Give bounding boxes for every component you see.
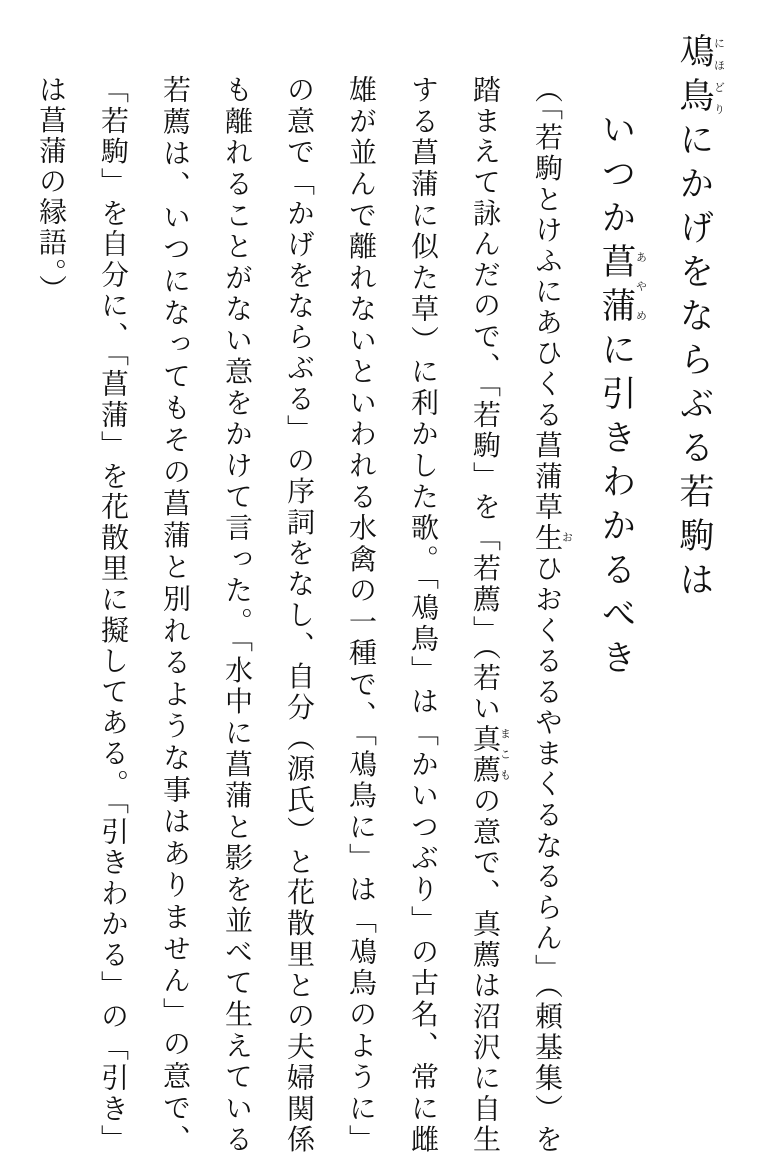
- poem-line-2: いつか菖蒲あやめに引きわかるべき: [597, 111, 647, 683]
- poem: [577, 33, 733, 1155]
- commentary-text: （「若駒とけふにあひくる菖蒲草生おひおくるるやまくるなるらん」（頼基集）を踏まえて詠んだので、「若駒」を「若薦」（若い真薦まこもの意で、真薦は沼沢に自生する菖蒲に似た草）に利かした歌。「鳰鳥」は「かいつぶり」の古名、常に雌雄が並んで離れないといわれる水禽の一種で、「鳰鳥に」は「鳰鳥のように」の意で「かげをならぶる」の序詞をなし、自分（源氏）と花散里との夫婦関係も離れることがない意をかけて言った。「水中に菖蒲と影を並べて生えている若薦は、いつになってもその菖蒲と別れるような事はありません」の意で、「若駒」を自分に、「菖蒲」を花散里に擬してある。「引きわかる」の「引き」は菖蒲の縁語。）: [35, 75, 573, 1156]
- poem-line-1: 鳰鳥にほどりにかげをならぶる若駒は: [675, 33, 725, 605]
